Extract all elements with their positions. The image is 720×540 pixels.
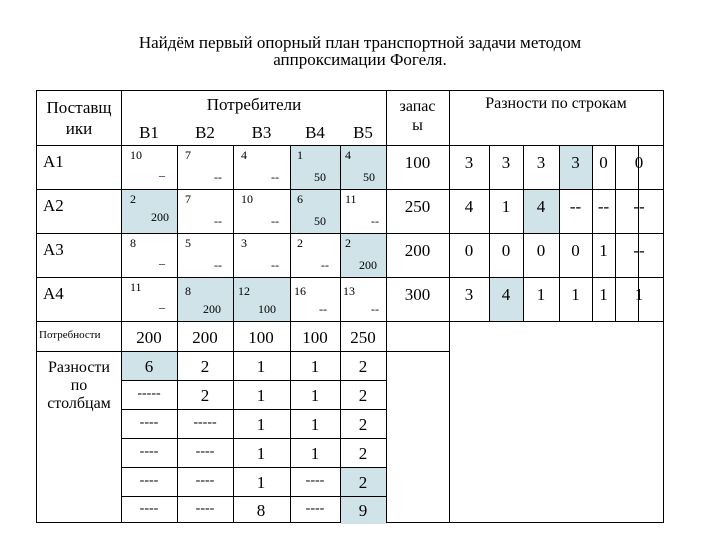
col-diff-1-b1: 6 <box>144 357 154 376</box>
col-diff-4-b3: 1 <box>256 444 266 463</box>
grid-line <box>37 351 450 352</box>
alloc-a2-b5: -- <box>371 214 379 228</box>
alloc-a4-b3: 100 <box>258 302 276 316</box>
alloc-a3-b2: -- <box>214 258 222 272</box>
alloc-a1-b2: -- <box>214 170 222 184</box>
cost-a2-b2: 7 <box>185 192 191 206</box>
consumer-b4: B4 <box>305 123 325 142</box>
col-diff-2-b4: 1 <box>310 386 320 405</box>
grid-line <box>121 496 387 497</box>
cost-a4-b1: 11 <box>130 280 142 294</box>
row-diff-a1-4: 3 <box>571 153 580 172</box>
consumer-b1: B1 <box>139 123 159 142</box>
stock-a4: 300 <box>404 285 431 304</box>
alloc-a2-b3: -- <box>271 214 279 228</box>
col-diff-5-b1: ---- <box>139 473 159 488</box>
row-diff-a2-5: -- <box>597 197 610 216</box>
row-diff-a1-1: 3 <box>464 153 474 172</box>
col-diff-4-b5: 2 <box>358 444 368 463</box>
suppliers-header: Поставщ ики <box>46 98 112 138</box>
col-diff-4-b2: ---- <box>195 444 215 459</box>
alloc-a3-b3: -- <box>271 258 279 272</box>
row-diff-a2-2: 1 <box>501 197 511 216</box>
cost-a3-b5: 2 <box>345 236 351 250</box>
col-diff-2-b1: ----- <box>137 386 161 401</box>
stock-a3: 200 <box>404 241 431 260</box>
vogel-table <box>36 90 664 523</box>
col-diff-1-b5: 2 <box>358 357 368 376</box>
col-diff-2-b3: 1 <box>256 386 266 405</box>
demand-b3: 100 <box>248 328 274 347</box>
alloc-a1-b3: -- <box>271 170 279 184</box>
stock-header: запас ы <box>399 98 436 134</box>
col-diff-3-b2: ----- <box>193 415 217 430</box>
alloc-a2-b2: -- <box>214 214 222 228</box>
row-diff-a2-6: -- <box>633 197 645 216</box>
grid-line <box>121 380 387 381</box>
row-diff-a3-4: 0 <box>571 241 580 260</box>
col-diffs-label: Разности по столбцам <box>47 359 111 412</box>
consumers-header: Потребители <box>206 95 302 114</box>
row-diff-a4-3: 1 <box>536 285 546 304</box>
col-diff-2-b2: 2 <box>200 386 210 405</box>
supplier-a4: A4 <box>43 284 64 303</box>
grid-line <box>37 321 663 322</box>
consumer-b3: B3 <box>251 123 272 142</box>
row-diff-a3-2: 0 <box>501 241 511 260</box>
cost-a2-b3: 10 <box>241 192 253 206</box>
demand-b1: 200 <box>136 328 162 347</box>
grid-line <box>37 189 663 190</box>
cost-a3-b3: 3 <box>241 236 247 250</box>
grid-line <box>121 409 387 410</box>
supplier-a1: A1 <box>43 152 64 171</box>
row-diff-a3-6: -- <box>633 241 645 260</box>
col-diff-6-b2: ---- <box>195 501 215 516</box>
demand-b5: 250 <box>350 328 376 347</box>
cost-a4-b4: 16 <box>294 284 306 298</box>
grid-line <box>121 467 387 468</box>
cost-a1-b2: 7 <box>185 148 191 162</box>
col-diff-6-b5: 9 <box>358 501 368 520</box>
grid-line <box>37 233 663 234</box>
col-diff-1-b3: 1 <box>256 357 266 376</box>
cost-a2-b5: 11 <box>345 192 357 206</box>
demand-label: Потребности <box>39 329 101 341</box>
cost-a1-b5: 4 <box>345 148 351 162</box>
row-diff-a1-6: 0 <box>634 153 644 172</box>
cost-a2-b1: 2 <box>130 192 136 206</box>
col-diff-6-b1: ---- <box>139 501 159 516</box>
alloc-a4-b2: 200 <box>203 302 221 316</box>
col-diff-6-b3: 8 <box>256 501 266 520</box>
supplier-a3: A3 <box>43 240 64 259</box>
col-diff-4-b4: 1 <box>310 444 320 463</box>
stock-a2: 250 <box>404 197 431 216</box>
supplier-a2: A2 <box>43 196 64 215</box>
row-diff-a4-4: 1 <box>571 285 580 304</box>
col-diff-3-b4: 1 <box>310 415 320 434</box>
grid-line <box>37 277 663 278</box>
cost-a3-b4: 2 <box>297 236 303 250</box>
cost-a1-b1: 10 <box>130 148 142 162</box>
col-diff-4-b1: ---- <box>139 444 159 459</box>
alloc-a2-b4: 50 <box>314 214 326 228</box>
grid-line <box>121 438 387 439</box>
page-title <box>0 34 720 68</box>
col-diff-5-b4: ---- <box>305 473 325 488</box>
row-diff-a4-1: 3 <box>464 285 474 304</box>
row-diff-a3-5: 1 <box>599 241 608 260</box>
col-diff-5-b2: ---- <box>195 473 215 488</box>
row-diff-a4-5: 1 <box>599 285 608 304</box>
row-diff-a1-3: 3 <box>536 153 546 172</box>
stock-a1: 100 <box>404 153 431 172</box>
cost-a4-b2: 8 <box>185 284 191 298</box>
row-diffs-header: Разности по строкам <box>485 95 627 112</box>
row-diff-a2-1: 4 <box>464 197 474 216</box>
col-diff-5-b3: 1 <box>256 473 266 492</box>
title-line-1: Найдём первый опорный план транспортной задачи методом <box>138 33 582 52</box>
row-diff-a3-1: 0 <box>464 241 474 260</box>
row-diff-a3-3: 0 <box>536 241 546 260</box>
alloc-a1-b5: 50 <box>363 170 375 184</box>
demand-b2: 200 <box>192 328 218 347</box>
row-diff-a2-3: 4 <box>536 197 546 216</box>
col-diff-1-b2: 2 <box>200 357 210 376</box>
col-diff-1-b4: 1 <box>310 357 320 376</box>
row-diff-a1-2: 3 <box>501 153 511 172</box>
cost-a2-b4: 6 <box>297 192 303 206</box>
alloc-a1-b1: – <box>159 168 165 182</box>
cost-a3-b2: 5 <box>185 236 191 250</box>
alloc-a4-b4: -- <box>319 302 327 316</box>
cost-a4-b5: 13 <box>343 284 355 298</box>
col-diff-6-b4: ---- <box>305 501 325 516</box>
demand-b4: 100 <box>302 328 328 347</box>
row-diff-a4-2: 4 <box>501 285 511 304</box>
grid-line <box>37 145 663 146</box>
alloc-a4-b1: – <box>159 300 165 314</box>
col-diff-3-b5: 2 <box>358 415 368 434</box>
title-line-2: аппроксимации Фогеля. <box>273 50 447 69</box>
alloc-a2-b1: 200 <box>151 210 169 224</box>
cost-a1-b3: 4 <box>241 148 247 162</box>
alloc-a3-b5: 200 <box>359 258 377 272</box>
cost-a4-b3: 12 <box>238 284 250 298</box>
alloc-a1-b4: 50 <box>314 170 326 184</box>
alloc-a4-b5: -- <box>371 302 379 316</box>
row-diff-a2-4: -- <box>569 197 582 216</box>
consumer-b2: B2 <box>195 123 215 142</box>
col-diff-2-b5: 2 <box>358 386 368 405</box>
col-diff-5-b5: 2 <box>358 473 368 492</box>
consumer-b5: B5 <box>353 123 373 142</box>
col-diff-3-b3: 1 <box>256 415 266 434</box>
row-diff-a4-6: 1 <box>634 285 644 304</box>
row-diff-a1-5: 0 <box>599 153 608 172</box>
cost-a1-b4: 1 <box>297 148 303 162</box>
col-diff-3-b1: ---- <box>139 415 159 430</box>
alloc-a3-b4: -- <box>321 258 329 272</box>
cost-a3-b1: 8 <box>130 236 136 250</box>
alloc-a3-b1: – <box>159 256 165 270</box>
grid-line <box>121 91 122 523</box>
